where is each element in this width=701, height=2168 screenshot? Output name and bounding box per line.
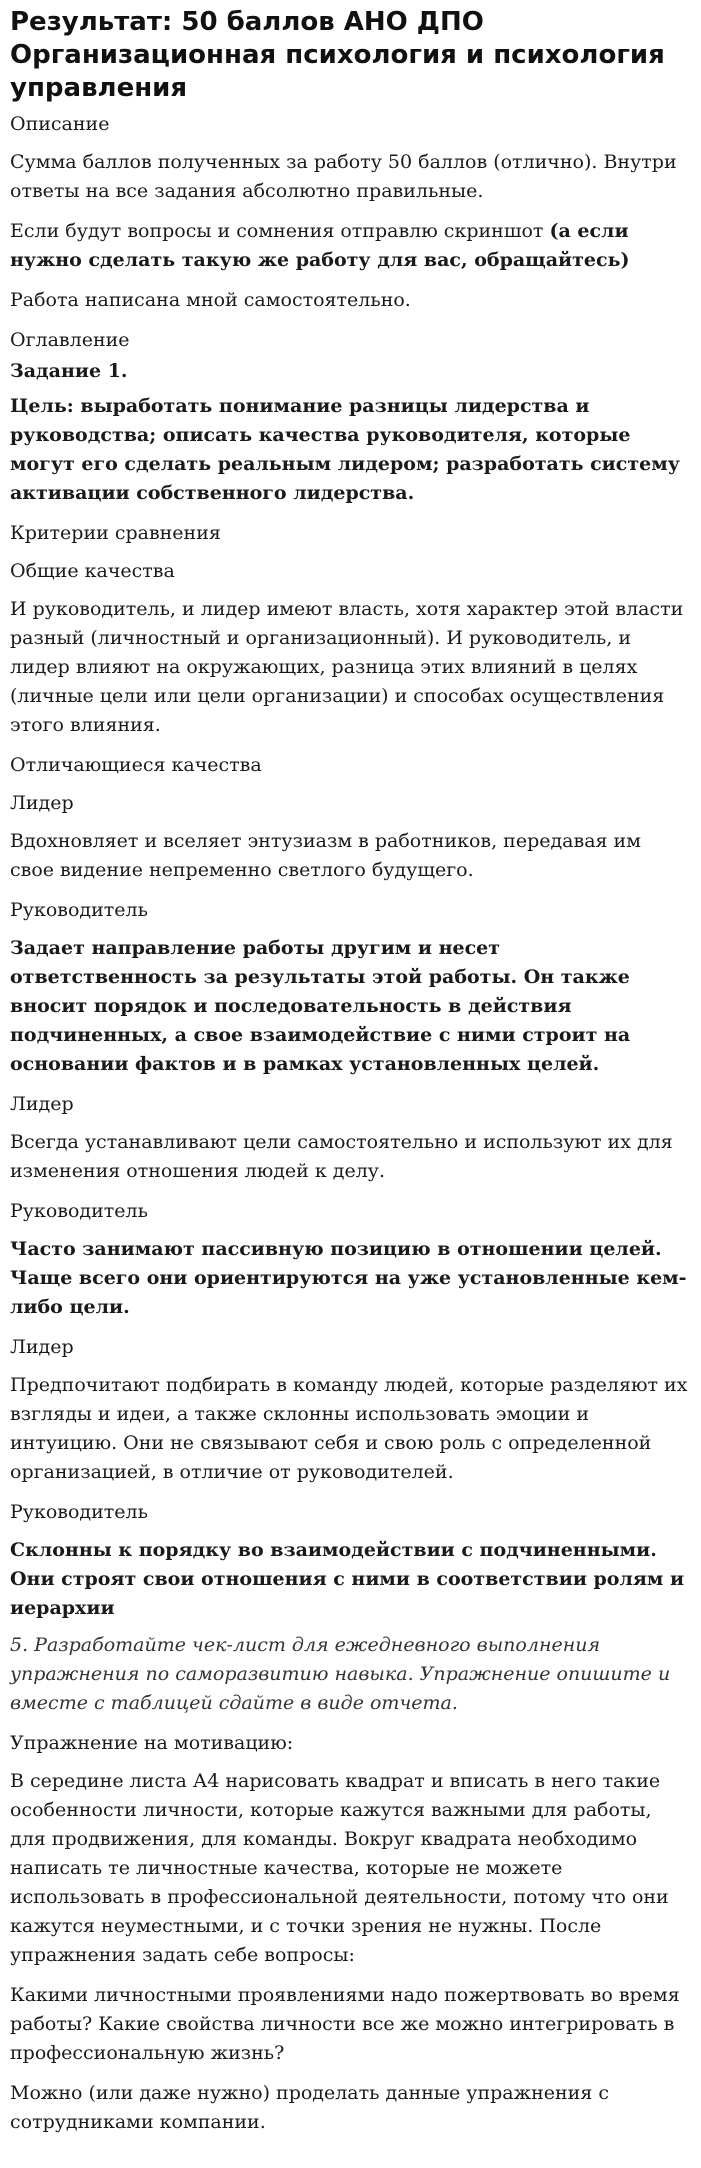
comparison-role: Руководитель <box>10 899 148 921</box>
comparison-role: Руководитель <box>10 1501 148 1523</box>
task-1-heading: Задание 1. <box>10 360 128 382</box>
page-title: Результат: 50 баллов АНО ДПО Организационная психология и психология управления <box>10 7 665 103</box>
general-qualities-text: И руководитель, и лидер имеют власть, хотя характер этой власти разный (личностный и организационный). И руководитель, и лидер влияют на окружающих, разница этих влияний в целях (личные цели или цели организации) и способах осуществления этого влияния. <box>10 598 684 736</box>
task-5-heading: 5. Разработайте чек-лист для ежедневного выполнения упражнения по саморазвитию навыка. Упражнение опишите и вместе с таблицей сдайте в виде отчета. <box>10 1634 671 1714</box>
exercise-text: В середине листа А4 нарисовать квадрат и вписать в него такие особенности личности, которые кажутся важными для работы, для продвижения, для команды. Вокруг квадрата необходимо написать те личностные качества, которые не можете использовать в профессиональной деятельности, потому что они кажутся неуместными, и с точки зрения не нужны. После упражнения задать себе вопросы: <box>10 1770 669 1966</box>
toc-label: Оглавление <box>10 329 130 351</box>
comparison-text: Часто занимают пассивную позицию в отношении целей. Чаще всего они ориентируются на уже установленные кем-либо цели. <box>10 1238 687 1318</box>
self-written-note: Работа написана мной самостоятельно. <box>10 289 411 311</box>
exercise-label: Упражнение на мотивацию: <box>10 1732 294 1754</box>
different-qualities-label: Отличающиеся качества <box>10 754 262 776</box>
comparison-text: Всегда устанавливают цели самостоятельно и используют их для изменения отношения людей к делу. <box>10 1131 673 1182</box>
final-note: Можно (или даже нужно) проделать данные упражнения с сотрудниками компании. <box>10 2082 610 2133</box>
description-text: Сумма баллов полученных за работу 50 баллов (отлично). Внутри ответы на все задания абсолютно правильные. <box>10 151 677 202</box>
screenshot-note <box>10 217 691 275</box>
comparison-text: Задает направление работы другим и несет ответственность за результаты этой работы. Он также вносит порядок и последовательность в действия подчиненных, а свое взаимодействие с ними строит на основании фактов и в рамках установленных целей. <box>10 937 631 1075</box>
screenshot-note-text: Если будут вопросы и сомнения отправлю скриншот <box>10 220 550 242</box>
comparison-list <box>10 789 691 1623</box>
comparison-text: Склонны к порядку во взаимодействии с подчиненными. Они строят свои отношения с ними в соответствии ролям и иерархии <box>10 1539 685 1619</box>
comparison-text: Предпочитают подбирать в команду людей, которые разделяют их взгляды и идеи, а также склонны использовать эмоции и интуицию. Они не связывают себя и свою роль с определенной организацией, в отличие от руководителей. <box>10 1374 688 1483</box>
comparison-text: Вдохновляет и вселяет энтузиазм в работников, передавая им свое видение непременно светлого будущего. <box>10 830 641 881</box>
comparison-role: Руководитель <box>10 1200 148 1222</box>
screenshot-note-offer: (а если нужно сделать такую же работу для вас, обращайтесь) <box>10 220 630 271</box>
comparison-role: Лидер <box>10 1093 74 1115</box>
reflection-questions: Какими личностными проявлениями надо пожертвовать во время работы? Какие свойства личности все же можно интегрировать в профессиональную жизнь? <box>10 1984 680 2064</box>
criteria-label: Критерии сравнения <box>10 522 221 544</box>
general-qualities-label: Общие качества <box>10 560 175 582</box>
task-1-goal: Цель: выработать понимание разницы лидерства и руководства; описать качества руководителя, которые могут его сделать реальным лидером; разработать систему активации собственного лидерства. <box>10 395 680 504</box>
description-label: Описание <box>10 113 110 135</box>
comparison-role: Лидер <box>10 1336 74 1358</box>
comparison-role: Лидер <box>10 792 74 814</box>
